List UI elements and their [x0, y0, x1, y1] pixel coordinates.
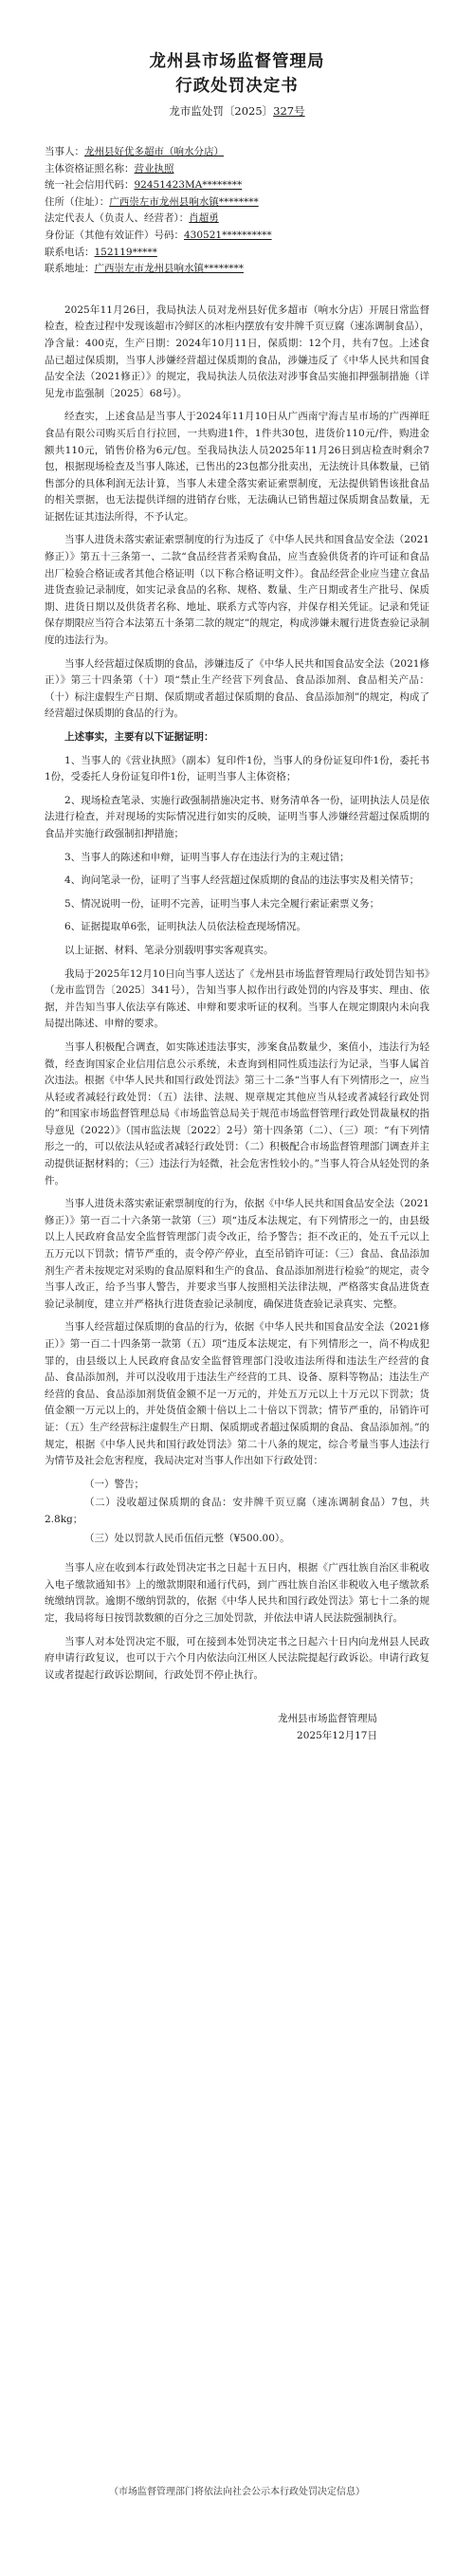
representative-value: 肖超勇 — [189, 212, 219, 225]
evidence-item: 4、询问笔录一份，证明了当事人经营超过保质期的食品的违法事实及相关情节； — [64, 874, 420, 887]
party-label: 当事人： — [45, 146, 84, 157]
evidence-item: 2、现场检查笔录、实施行政强制措施决定书、财务清单各一份，证明执法人员是依法进行检查，并对现场的实际情况进行如实的反映，证明当事人涉嫌经营超过保质期的食品并实施行政强制扣押措施； — [45, 794, 429, 839]
subject-value: 营业执照 — [134, 162, 174, 175]
contact-address-value: 广西崇左市龙州县响水镇******** — [94, 263, 244, 275]
document-number-value: 327号 — [273, 104, 305, 118]
phone-row — [45, 245, 429, 262]
decision-item: （一）警告； — [84, 1478, 144, 1490]
evidence-summary: 以上证据、材料、笔录分别载明事实客观真实。 — [64, 944, 274, 956]
title-authority: 龙州县市场监督管理局 — [149, 52, 325, 71]
body-paragraph: 当事人积极配合调查，如实陈述违法事实，涉案食品数量少，案值小，违法行为轻微，经查询国家企业信用信息公示系统，未查询到相同性质违法行为记录，当事人属首次违法。根据《中华人民共和国行政处罚法》第三十二条“当事人有下列情形之一，应当从轻或者减轻行政处罚：（五）法律、法规、规章规定其他应当从轻或者减轻行政处罚的”和国家市场监督管理总局《市场监管总局关于规范市场监督管理行政处罚裁量权的指导意见（2022）》（国市监法规〔2022〕2号）第十四条第（二）、（三）项：“有下列情形之一的，可以依法从轻或者减轻行政处罚：（二）积极配合市场监督管理部门调查并主动提供证据材料的；（三）违法行为轻微，社会危害性较小的。”当事人符合从轻处罚的条件。 — [45, 1040, 429, 1187]
signing-date: 2025年12月17日 — [297, 1730, 377, 1742]
credit-code-value: 92451423MA******** — [134, 179, 243, 192]
evidence-item: 1、当事人的《营业执照》（副本）复印件1份，当事人的身份证复印件1份，委托书1份，受委托人身份证复印件1份，证明当事人主体资格； — [45, 754, 429, 783]
id-value: 430521********** — [184, 229, 272, 241]
party-row — [45, 144, 429, 161]
body-paragraph: 当事人经营超过保质期的食品，涉嫌违反了《中华人民共和国食品安全法（2021修正）》第三十四条第（十）项“禁止生产经营下列食品、食品添加剂、食品相关产品：（十）标注虚假生产日期、保质期或者超过保质期的食品、食品添加剂”的规定，构成了经营超过保质期的食品的行为。 — [45, 657, 429, 720]
id-label: 身份证（其他有效证件）号码： — [45, 229, 184, 241]
party-value: 龙州县好优多超市（响水分店） — [84, 146, 224, 157]
disclosure-note: （市场监督管理部门将依法向社会公示本行政处罚决定信息） — [109, 2487, 365, 2497]
contact-address-row — [45, 261, 429, 278]
document-number-prefix: 龙市监处罚〔2025〕 — [169, 104, 274, 118]
title-doc-type: 行政处罚决定书 — [175, 77, 299, 96]
signing-organization: 龙州县市场监督管理局 — [278, 1713, 377, 1725]
evidence-item: 3、当事人的陈述和申辩，证明当事人存在违法行为的主观过错； — [64, 851, 350, 863]
decision-item: （二）没收超过保质期的食品：安井牌千页豆腐（速冻调制食品）7包，共2.8kg； — [45, 1497, 429, 1525]
id-row — [45, 228, 429, 245]
credit-code-label: 统一社会信用代码： — [45, 179, 135, 192]
signature-block — [45, 1710, 429, 1744]
document-body — [45, 303, 429, 1684]
phone-label: 联系电话： — [45, 246, 95, 258]
contact-address-label: 联系地址： — [45, 263, 95, 275]
phone-value: 152119***** — [94, 246, 157, 258]
address-value: 广西崇左市龙州县响水镇******** — [109, 195, 259, 208]
body-paragraph: 2025年11月26日，我局执法人员对龙州县好优多超市（响水分店）开展日常监督检查，检查过程中发现该超市冷鲜区的冰柜内摆放有安井牌千页豆腐（速冻调制食品），净含量：400克，生产日期：2024年10月11日，保质期：12个月，共有7包。上述食品已超过保质期，当事人涉嫌经营超过保质期的食品，涉嫌违反了《中华人民共和国食品安全法（2021修正）》的规定，我局执法人员依法对涉事食品实施扣押强制措施（详见龙市监强制〔2025〕68号）。 — [45, 304, 429, 399]
address-label: 住所（住址）： — [45, 195, 110, 208]
body-paragraph: 经查实，上述食品是当事人于2024年11月10日从广西南宁海吉星市场的广西禅旺食品有限公司购买后自行拉回，一共购进1件，1件共30包，进货价110元/件，购进金额共110元，销售价格为6元/包。至我局执法人员2025年11月26日到店检查时剩余7包，根据现场检查及当事人陈述，已售出的23包都分批卖出，无法统计具体数量，已销售部分的具体利润无法计算，当事人未建全落实索证索票制度，无法提供销售该批食品的相关票据，也无法提供详细的进销存台账，无法确认已销售超过保质期食品数量，无证据佐证其违法所得，不予认定。 — [45, 411, 429, 523]
evidence-heading: 上述事实，主要有以下证据证明： — [64, 731, 214, 743]
subject-label: 主体资格证照名称： — [45, 162, 135, 175]
body-paragraph: 当事人经营超过保质期的食品的行为，依据《中华人民共和国食品安全法（2021修正）》第一百二十四条第一款第（五）项“违反本法规定，有下列情形之一，尚不构成犯罪的，由县级以上人民政府食品安全监督管理部门没收违法所得和违法生产经营的食品、食品添加剂，并可以没收用于违法生产经营的工具、设备、原料等物品；违法生产经营的食品、食品添加剂货值金额不足一万元的，并处五万元以上十万元以下罚款；货值金额一万元以上的，并处货值金额十倍以上二十倍以下罚款；情节严重的，吊销许可证：（五）生产经营标注虚假生产日期、保质期或者超过保质期的食品、食品添加剂。”的规定，根据《中华人民共和国行政处罚法》第二十八条的规定，综合考量当事人违法行为情节及社会危害程度，我局决定对当事人作出如下行政处罚： — [45, 1321, 429, 1467]
body-paragraph: 我局于2025年12月10日向当事人送达了《龙州县市场监督管理局行政处罚告知书》（龙市监罚告〔2025〕341号），告知当事人拟作出行政处罚的内容及事实、理由、依据，并告知当事人依法享有陈述、申辩和要求听证的权利。当事人在规定期限内未向我局提出陈述、申辩的要求。 — [45, 967, 429, 1030]
representative-label: 法定代表人（负责人、经营者）： — [45, 212, 190, 225]
representative-row — [45, 211, 429, 228]
subject-row — [45, 161, 429, 178]
body-paragraph: 当事人进货未落实索证索票制度的行为，依据《中华人民共和国食品安全法（2021修正）》第一百二十六条第一款第（三）项“违反本法规定，有下列情形之一的，由县级以上人民政府食品安全监督管理部门责令改正，给予警告；拒不改正的，处五千元以上五万元以下罚款；情节严重的，责令停产停业，直至吊销许可证：（三）食品、食品添加剂生产者未按规定对采购的食品原料和生产的食品、食品添加剂进行检验”的规定，责令当事人改正，给予当事人警告，并要求当事人按照相关法律法规，严格落实食品进货查验记录制度，建立并严格执行进货查验记录制度，确保进货查验记录真实、完整。 — [45, 1198, 429, 1310]
decision-item: （三）处以罚款人民币伍佰元整（¥500.00）。 — [84, 1532, 290, 1544]
party-info — [45, 144, 429, 278]
body-paragraph: 当事人对本处罚决定不服，可在接到本处罚决定书之日起六十日内向龙州县人民政府申请行政复议，也可以于六个月内依法向江州区人民法院提起行政诉讼。申请行政复议或者提起行政诉讼期间，行政处罚不停止执行。 — [45, 1635, 429, 1681]
document-title — [45, 49, 429, 99]
address-row — [45, 194, 429, 212]
credit-code-row — [45, 177, 429, 194]
evidence-item: 5、情况说明一份，证明不完善，证明当事人未完全履行索证索票义务； — [64, 897, 380, 910]
body-paragraph: 当事人进货未落实索证索票制度的行为违反了《中华人民共和国食品安全法（2021修正）》第五十三条第一、二款“食品经营者采购食品，应当查验供货者的许可证和食品出厂检验合格证或者其他合格证明（以下称合格证明文件）。食品经营企业应当建立食品进货查验记录制度，如实记录食品的名称、规格、数量、生产日期或者生产批号、保质期、进货日期以及供货者名称、地址、联系方式等内容，并保存相关凭证。记录和凭证保存期限应当符合本法第五十条第二款的规定”的规定，构成涉嫌未履行进货查验记录制度的违法行为。 — [45, 534, 429, 647]
document-number — [45, 102, 429, 120]
body-paragraph: 当事人应在收到本行政处罚决定书之日起十五日内，根据《广西壮族自治区非税收入电子缴款通知书》上的缴款期限和通行代码，到广西壮族自治区非税收入电子缴款系统缴纳罚款。逾期不缴纳罚款的，依据《中华人民共和国行政处罚法》第七十二条的规定，我局将每日按罚款数额的百分之三加处罚款，并依法申请人民法院强制执行。 — [45, 1562, 429, 1624]
evidence-item: 6、证据提取单6张，证明执法人员依法检查现场情况。 — [64, 921, 306, 933]
